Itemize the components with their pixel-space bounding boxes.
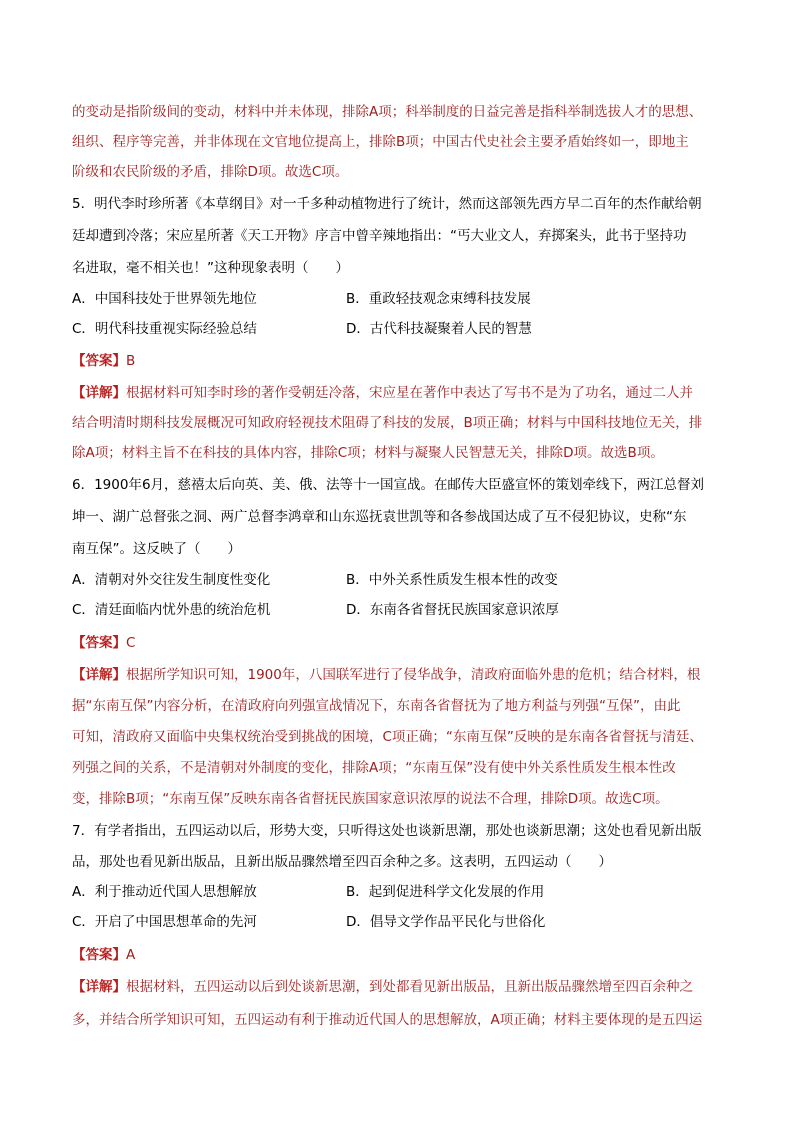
- q6-option-d: D．东南各省督抚民族国家意识浓厚: [346, 602, 559, 618]
- q5-detail-line-3: 除A项；材料主旨不在科技的具体内容，排除C项；材料与凝聚人民智慧无关，排除D项。故选B项。: [72, 445, 664, 461]
- q4-detail-line-1: 的变动是指阶级间的变动，材料中并未体现，排除A项；科举制度的日益完善是指科举制选拔人才的思想、: [72, 104, 703, 120]
- q6-detail-line-2: 据“东南互保”内容分析，在清政府向列强宣战情况下，东南各省督抚为了地方利益与列强“互保”，由此: [72, 698, 681, 714]
- q6-stem-line-3: 南互保”。这反映了（ ）: [72, 541, 241, 557]
- answer-label: 【答案】: [72, 947, 126, 963]
- q4-detail-line-2: 组织、程序等完善，并非体现在文官地位提高上，排除B项；中国古代史社会主要矛盾始终如一，即地主: [72, 134, 689, 150]
- q7-answer: [72, 945, 732, 965]
- q5-answer-value: B: [126, 353, 136, 369]
- detail-label: 【详解】: [72, 979, 126, 995]
- q6-stem-line-2: 坤一、湖广总督张之洞、两广总督李鸿章和山东巡抚袁世凯等和各参战国达成了互不侵犯协议，史称“东: [72, 509, 687, 525]
- detail-label: 【详解】: [72, 667, 126, 683]
- detail-label: 【详解】: [72, 385, 126, 401]
- q5-stem-line-1: 5．明代李时珍所著《本草纲目》对一千多种动植物进行了统计，然而这部领先西方早二百年的杰作献给朝: [72, 196, 702, 212]
- q7-stem-line-2: 品，那处也看见新出版品，且新出版品骤然增至四百余种之多。这表明，五四运动（ ）: [72, 854, 612, 870]
- q5-option-c: C．明代科技重视实际经验总结: [72, 321, 257, 337]
- answer-label: 【答案】: [72, 635, 126, 651]
- q6-answer: [72, 633, 732, 653]
- q5-stem-line-2: 廷却遭到冷落；宋应星所著《天工开物》序言中曾辛辣地指出：“丐大业文人，弃掷案头，此书于坚持功: [72, 228, 687, 244]
- q6-detail-line-4: 列强之间的关系，不是清朝对外制度的变化，排除A项；“东南互保”没有使中外关系性质发生根本性改: [72, 760, 676, 776]
- q7-detail-line-2: 多，并结合所学知识可知，五四运动有利于推动近代国人的思想解放，A项正确；材料主要体现的是五四运: [72, 1012, 703, 1028]
- q6-option-a: A．清朝对外交往发生制度性变化: [72, 572, 271, 588]
- q7-detail-line-1: 【详解】根据材料，五四运动以后到处谈新思潮，到处都看见新出版品，且新出版品骤然增至四百余种之: [72, 979, 693, 995]
- q6-option-b: B．中外关系性质发生根本性的改变: [346, 572, 558, 588]
- q7-option-b: B．起到促进科学文化发展的作用: [346, 884, 545, 900]
- q5-answer: [72, 351, 732, 371]
- q5-option-b: B．重政轻技观念束缚科技发展: [346, 291, 531, 307]
- q6-detail-line-1: 【详解】根据所学知识可知，1900年，八国联军进行了侵华战争，清政府面临外患的危机；结合材料，根: [72, 667, 701, 683]
- q5-detail-line-2: 结合明清时期科技发展概况可知政府轻视技术阻碍了科技的发展，B项正确；材料与中国科技地位无关，排: [72, 415, 703, 431]
- q7-option-a: A．利于推动近代国人思想解放: [72, 884, 257, 900]
- answer-label: 【答案】: [72, 353, 126, 369]
- q5-option-a: A．中国科技处于世界领先地位: [72, 291, 257, 307]
- q5-option-d: D．古代科技凝聚着人民的智慧: [346, 321, 532, 337]
- q7-option-d: D．倡导文学作品平民化与世俗化: [346, 914, 546, 930]
- q5-detail-line-1: 【详解】根据材料可知李时珍的著作受朝廷冷落，宋应星在著作中表达了写书不是为了功名，通过二人并: [72, 385, 693, 401]
- q7-answer-value: A: [126, 947, 136, 963]
- q7-stem-line-1: 7．有学者指出，五四运动以后，形势大变，只听得这处也谈新思潮，那处也谈新思潮；这处也看见新出版: [72, 823, 702, 839]
- q6-answer-value: C: [126, 635, 136, 651]
- q7-option-c: C．开启了中国思想革命的先河: [72, 914, 257, 930]
- q6-detail-line-5: 变，排除B项；“东南互保”反映东南各省督抚民族国家意识浓厚的说法不合理，排除D项。故选C项。: [72, 791, 669, 807]
- q6-option-c: C．清廷面临内忧外患的统治危机: [72, 602, 271, 618]
- q5-stem-line-3: 名进取，毫不相关也！”这种现象表明（ ）: [72, 260, 349, 276]
- q6-stem-line-1: 6．1900年6月，慈禧太后向英、美、俄、法等十一国宣战。在邮传大臣盛宣怀的策划牵线下，两江总督刘: [72, 477, 705, 493]
- q6-detail-line-3: 可知，清政府又面临中央集权统治受到挑战的困境，C项正确；“东南互保”反映的是东南各省督抚与清廷、: [72, 729, 703, 745]
- q4-detail-line-3: 阶级和农民阶级的矛盾，排除D项。故选C项。: [72, 164, 349, 180]
